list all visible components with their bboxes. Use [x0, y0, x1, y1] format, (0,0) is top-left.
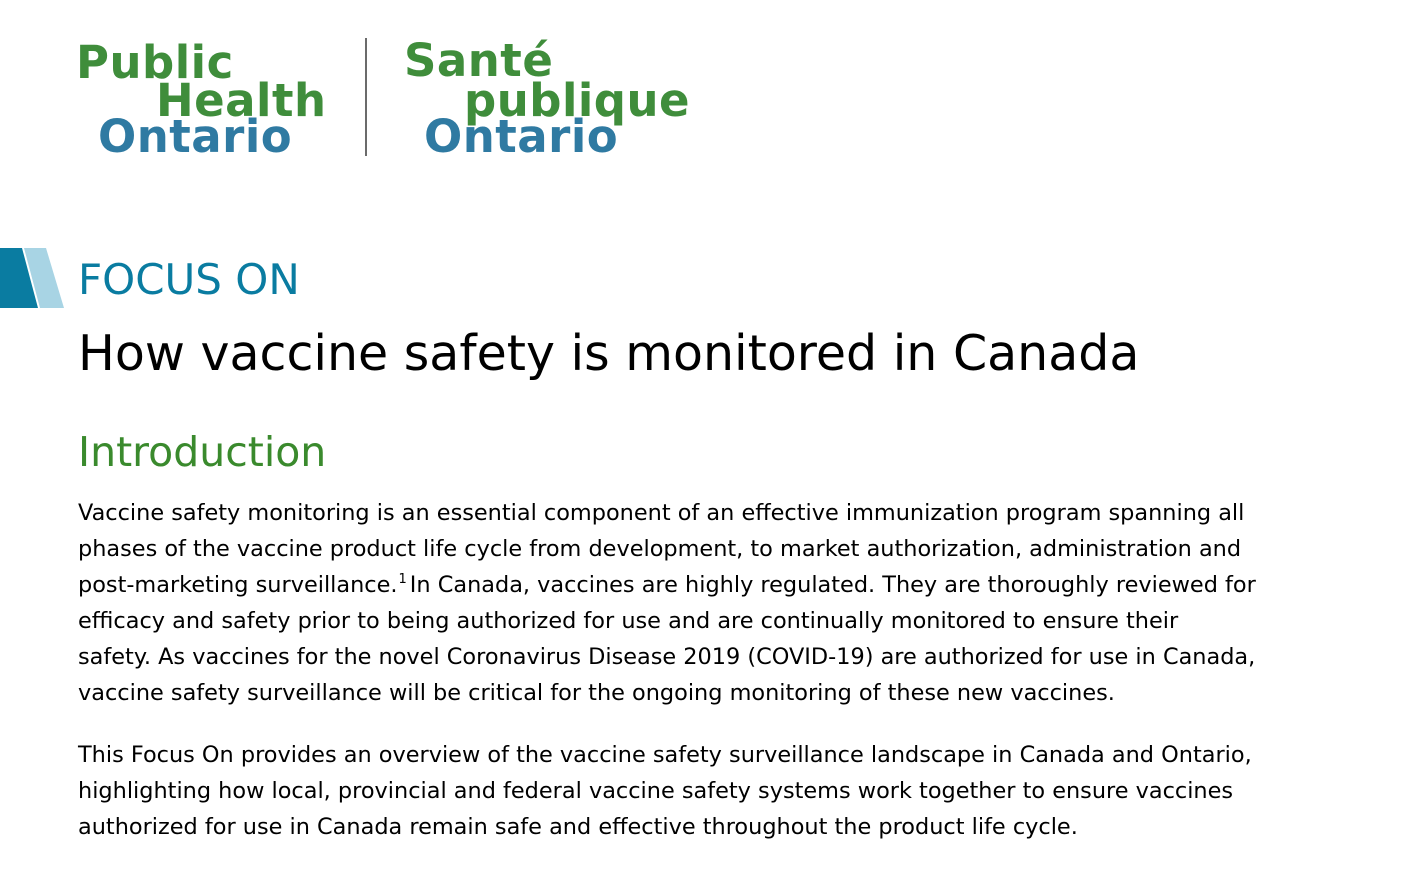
focus-on-label: FOCUS ON [78, 255, 300, 304]
accent-band-graphic [0, 248, 66, 308]
footnote-reference[interactable]: 1 [398, 572, 407, 587]
page-title: How vaccine safety is monitored in Canada [78, 325, 1140, 382]
logo-french-line-1: Santé [404, 34, 554, 87]
paragraph-line: authorized for use in Canada remain safe and effective throughout the product life cycle. [78, 814, 1078, 840]
logo-english-line-1: Public [76, 36, 234, 89]
paragraph-text: post-marketing surveillance. [78, 572, 398, 598]
paragraph-line: This Focus On provides an overview of the vaccine safety surveillance landscape in Canada and Ontario, [78, 742, 1252, 768]
paragraph-line: phases of the vaccine product life cycle from development, to market authorization, administration and [78, 536, 1242, 562]
logo-english-line-2: Health [156, 74, 327, 127]
intro-paragraph-1 [78, 495, 1378, 711]
paragraph-line [78, 567, 1378, 603]
paragraph-text: In Canada, vaccines are highly regulated. They are thoroughly reviewed for [409, 572, 1256, 598]
paragraph-line: Vaccine safety monitoring is an essential component of an effective immunization program spanning all [78, 500, 1245, 526]
paragraph-line: safety. As vaccines for the novel Coronavirus Disease 2019 (COVID-19) are authorized for use in Canada, [78, 644, 1256, 670]
paragraph-line: efficacy and safety prior to being authorized for use and are continually monitored to ensure their [78, 608, 1179, 634]
logo-french-line-2: publique [464, 74, 691, 127]
logo-divider [365, 38, 367, 156]
paragraph-line: vaccine safety surveillance will be critical for the ongoing monitoring of these new vaccines. [78, 680, 1115, 706]
logo-english-line-3: Ontario [98, 110, 293, 163]
organization-logo [76, 34, 696, 163]
logo-french-line-3: Ontario [424, 110, 619, 163]
paragraph-line: highlighting how local, provincial and federal vaccine safety systems work together to ensure vaccines [78, 778, 1234, 804]
section-heading-introduction: Introduction [78, 428, 327, 476]
intro-paragraph-2 [78, 737, 1378, 845]
